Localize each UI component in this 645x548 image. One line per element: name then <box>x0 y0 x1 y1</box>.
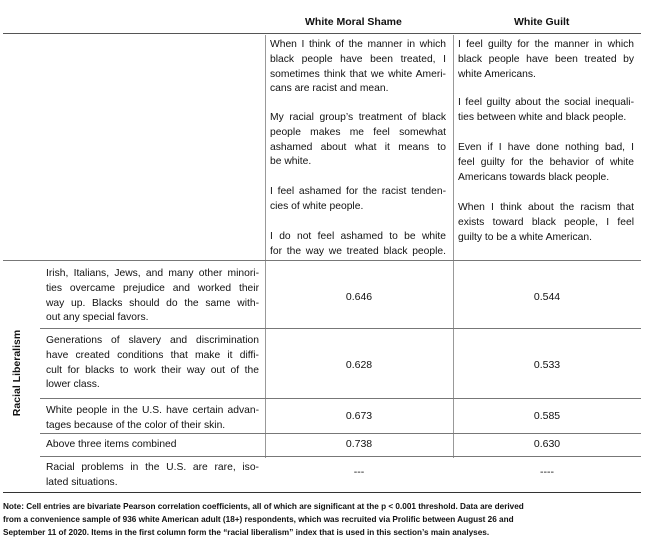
table-row-4-item: Above three items combined <box>46 439 177 450</box>
section-rule <box>3 260 641 261</box>
table-row-5-item: Racial problems in the U.S. are rare, iso- lated situations. <box>46 462 259 488</box>
table-row-2-guilt: 0.533 <box>533 359 561 371</box>
table-row-4-guilt: 0.630 <box>533 438 561 450</box>
header-white-moral-shame: White Moral Shame <box>305 16 402 28</box>
table-row-2-shame: 0.628 <box>345 359 373 371</box>
row-rule-1 <box>40 328 641 329</box>
guilt-item-1: I feel guilty for the manner in which black people have been treated by white Americans. <box>458 39 634 80</box>
shame-item-4: I do not feel ashamed to be white for the way we treated black people. <box>270 231 446 257</box>
row-rule-4 <box>40 456 641 457</box>
table-row-1-guilt: 0.544 <box>533 291 561 303</box>
table-row-3-shame: 0.673 <box>345 410 373 422</box>
guilt-item-4: When I think about the racism that exists toward black people, I feel guilty to be a white American. <box>458 202 634 243</box>
table-row-3-item: White people in the U.S. have certain advan- tages because of the color of their skin. <box>46 405 259 431</box>
guilt-item-3: Even if I have done nothing bad, I feel guilty for the behavior of white Americans towards black people. <box>458 142 634 183</box>
table-row-5-guilt: ---- <box>540 466 554 478</box>
table-row-2-item: Generations of slavery and discrimination have created conditions that make it diffi- cult for blacks to work their way out of the lower class. <box>46 335 259 391</box>
table-row-3-guilt: 0.585 <box>533 410 561 422</box>
table-row-4-shame: 0.738 <box>345 438 373 450</box>
shame-item-2: My racial group’s treatment of black people makes me feel somewhat ashamed about what it means to be white. <box>270 112 446 168</box>
table-note: Note: Cell entries are bivariate Pearson correlation coefficients, all of which are significant at the p < 0.001 threshold. Data are derived from a convenience sample of 936 white American adult (18+) respondents, which was recruited via Prolific between August 26 and September 11 of 2020. Items in the first column form the “racial liberalism” index that is used in this section’s main analyses. <box>3 502 524 537</box>
table-row-5-shame: --- <box>353 466 365 478</box>
header-rule <box>3 33 641 34</box>
column-separator-middle <box>453 35 454 458</box>
shame-item-3: I feel ashamed for the racist tenden- cies of white people. <box>270 186 446 212</box>
row-rule-2 <box>40 398 641 399</box>
guilt-item-2: I feel guilty about the social inequali- ties between white and black people. <box>458 97 634 123</box>
table-row-1-shame: 0.646 <box>345 291 373 303</box>
row-rule-3 <box>40 433 641 434</box>
table-row-1-item: Irish, Italians, Jews, and many other minori- ties overcame prejudice and worked their way up. Blacks should do the same with- out any special favors. <box>46 268 259 324</box>
column-separator-left <box>265 35 266 458</box>
header-white-guilt: White Guilt <box>514 16 570 28</box>
racial-liberalism-label: Racial Liberalism <box>11 329 23 417</box>
bottom-rule <box>3 492 641 493</box>
shame-item-1: When I think of the manner in which black people have been treated, I sometimes think that we white Ameri- cans are racist and mean. <box>270 39 446 95</box>
